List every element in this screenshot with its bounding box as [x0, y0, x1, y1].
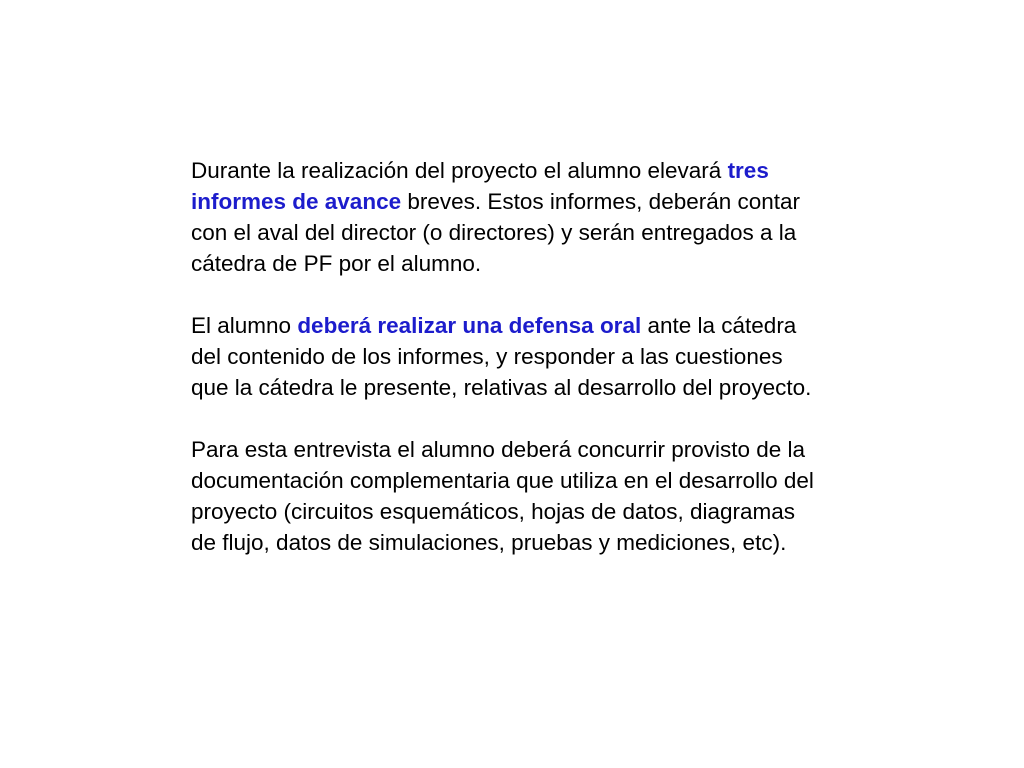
text-line: cátedra de PF por el alumno. [191, 251, 482, 276]
text-line: con el aval del director (o directores) y serán entregados a la [191, 220, 797, 245]
text-run: El alumno [191, 313, 298, 338]
text-run: ante la cátedra [641, 313, 797, 338]
text-line: proyecto (circuitos esquemáticos, hojas de datos, diagramas [191, 499, 796, 524]
paragraph-entrevista [191, 434, 921, 558]
text-line: Para esta entrevista el alumno deberá concurrir provisto de la [191, 437, 806, 462]
text-line: del contenido de los informes, y responder a las cuestiones [191, 344, 783, 369]
text-run: breves. Estos informes, deberán contar [401, 189, 801, 214]
text-line: de flujo, datos de simulaciones, pruebas y mediciones, etc). [191, 530, 787, 555]
paragraph-defensa [191, 310, 921, 403]
highlighted-text: informes de avance [191, 189, 402, 214]
text-line: documentación complementaria que utiliza en el desarrollo del [191, 468, 814, 493]
text-line [191, 186, 921, 217]
highlighted-text: tres [727, 158, 769, 183]
body-text [191, 155, 921, 558]
text-line: que la cátedra le presente, relativas al desarrollo del proyecto. [191, 375, 812, 400]
text-run: Durante la realización del proyecto el alumno elevará [191, 158, 728, 183]
text-line [191, 310, 921, 341]
paragraph-informes [191, 155, 921, 279]
highlighted-text: deberá realizar una defensa oral [297, 313, 642, 338]
text-line [191, 155, 921, 186]
